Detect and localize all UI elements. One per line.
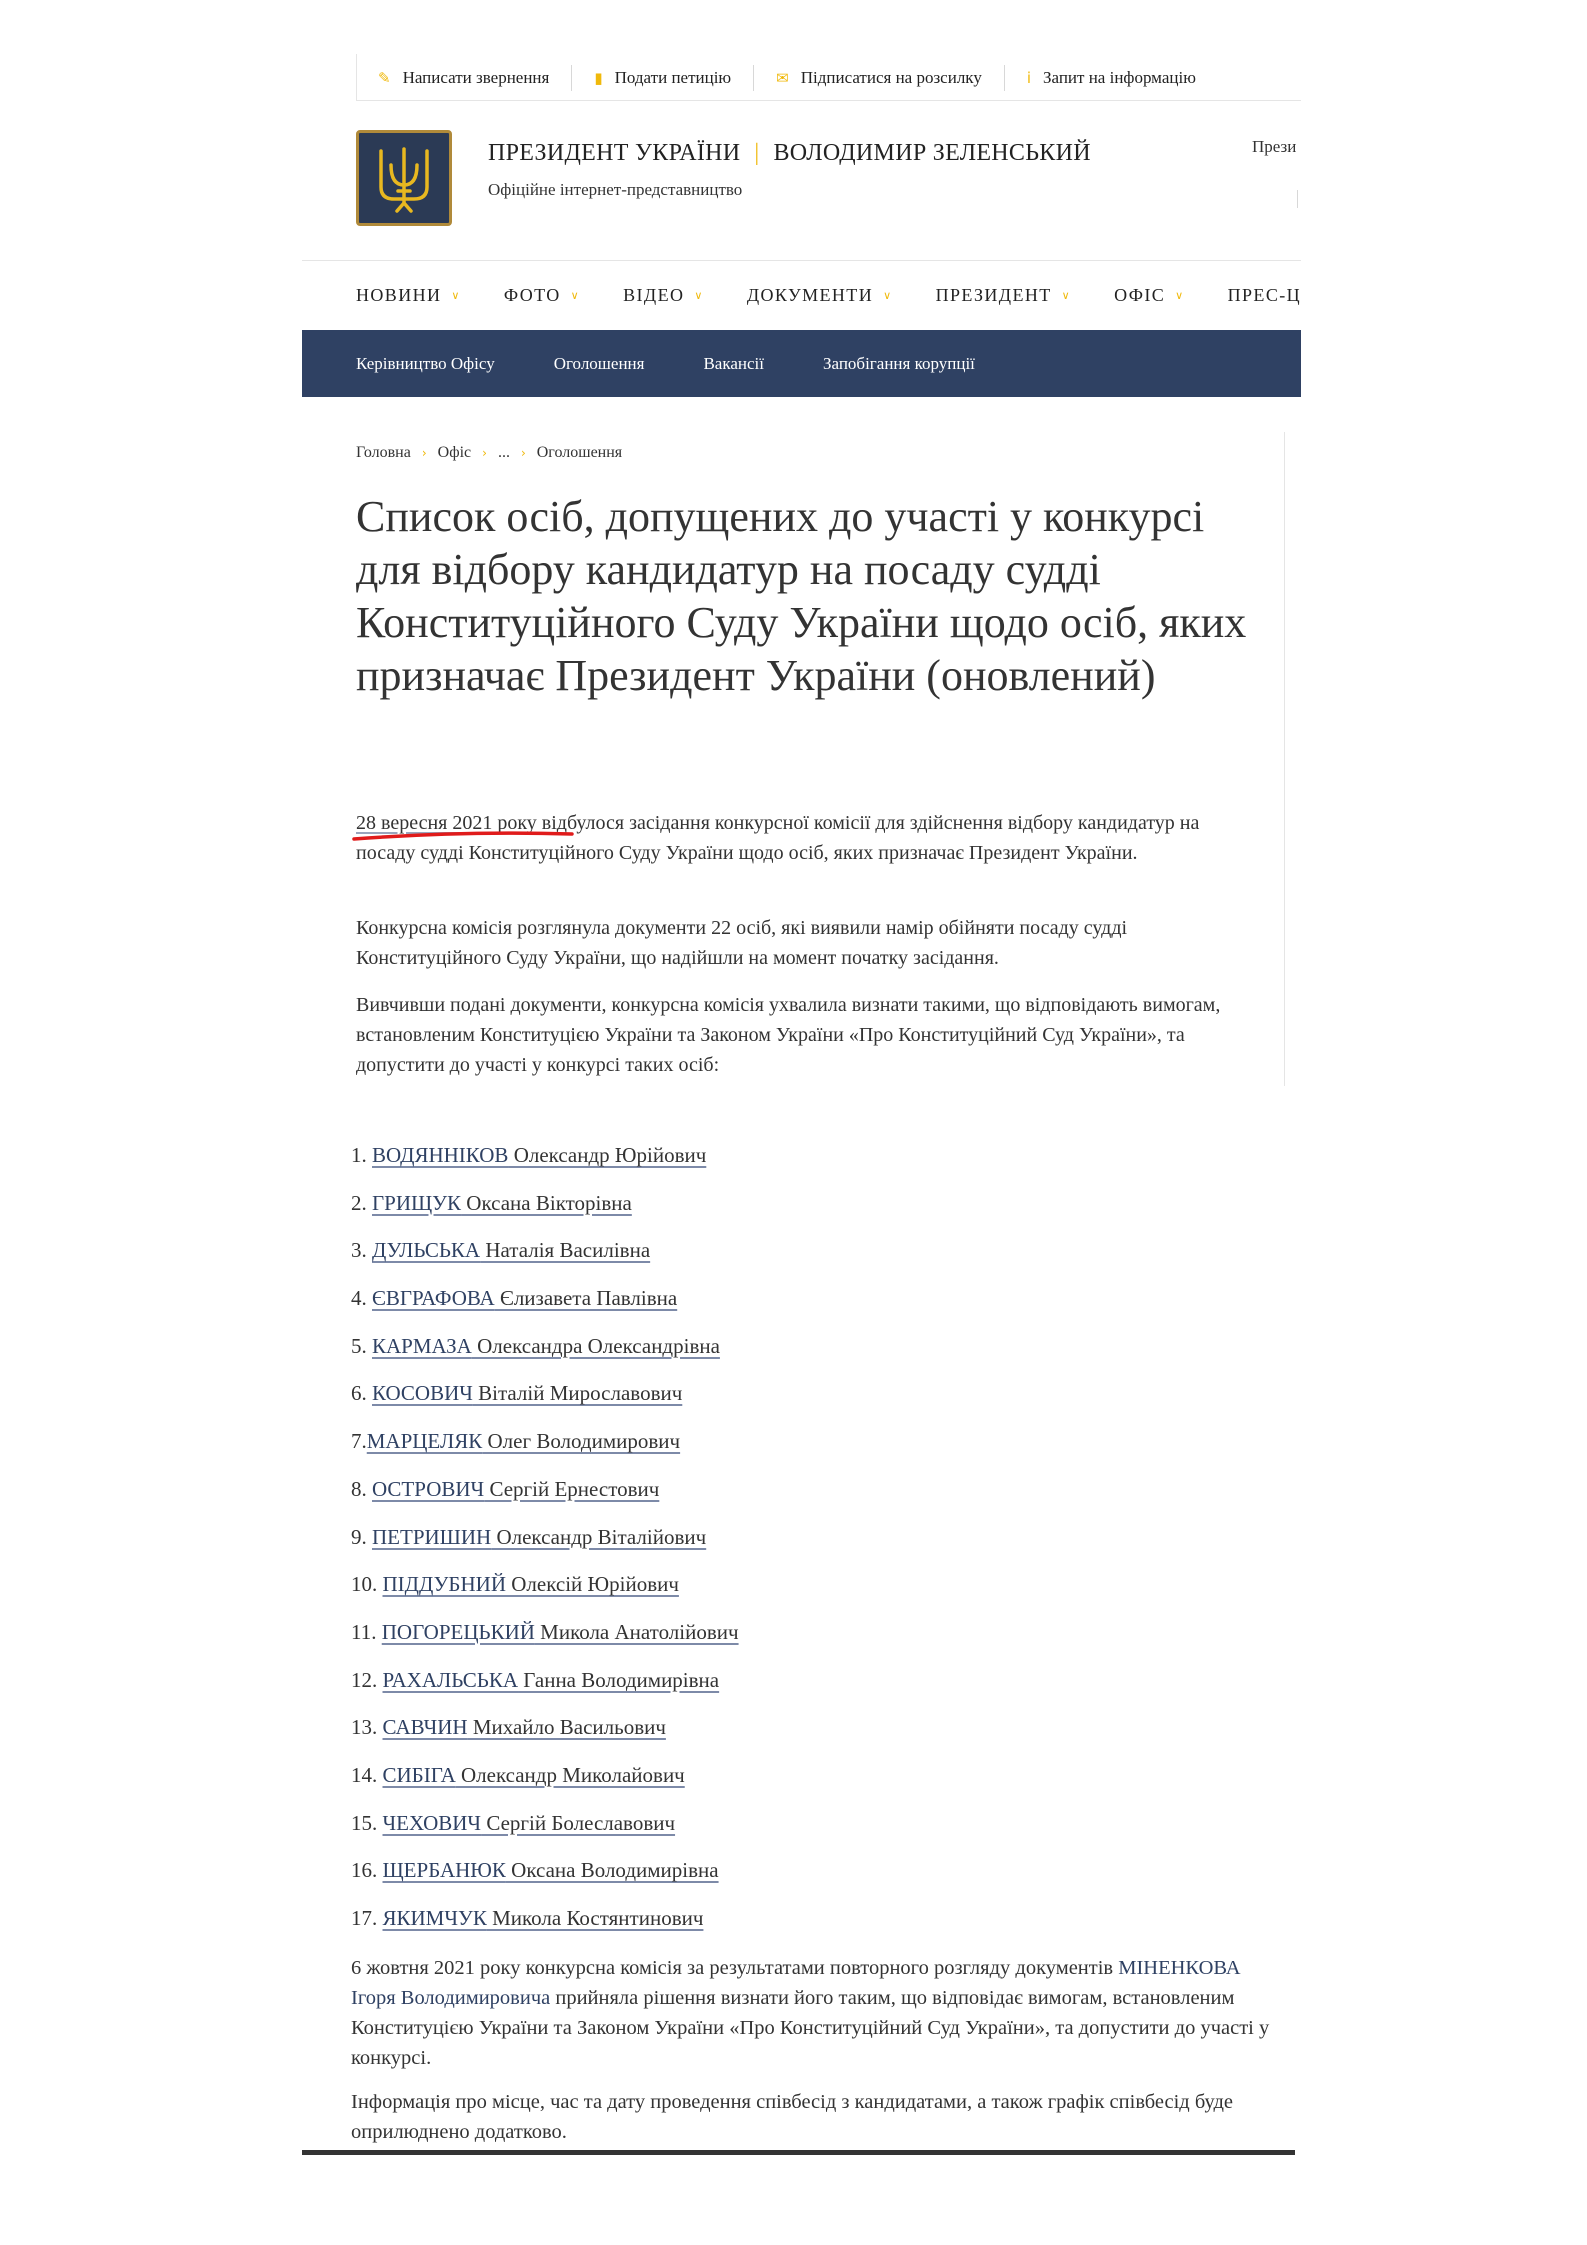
candidate-number: 2. xyxy=(351,1190,372,1215)
candidate-item xyxy=(351,1285,739,1333)
candidate-link[interactable] xyxy=(383,1811,676,1835)
main-nav xyxy=(356,275,1301,315)
nav-item-documents[interactable] xyxy=(747,285,893,306)
office-subnav xyxy=(302,330,1301,397)
candidate-link[interactable] xyxy=(372,1191,632,1215)
candidate-surname: ПОГОРЕЦЬКИЙ xyxy=(381,1619,535,1644)
candidate-surname: РАХАЛЬСЬКА xyxy=(382,1667,519,1692)
header-right-divider xyxy=(1297,190,1298,208)
info-request-link[interactable] xyxy=(1004,65,1218,91)
page-title: Список осіб, допущених до участі у конкурсі для відбору кандидатур на посаду судді Конституційного Суду України щодо осіб, яких призначає Президент України (оновлений) xyxy=(356,492,1247,700)
write-appeal-label: Написати звернення xyxy=(402,68,550,87)
candidate-item xyxy=(351,1857,739,1905)
article-paragraph-3: Вивчивши подані документи, конкурсна комісія ухвалила визнати такими, що відповідають вимогам, встановленим Конституцією України та Законом України «Про Конституційний Суд України», та допустити до участі у конкурсі таких осіб: xyxy=(356,994,1221,1076)
candidate-number: 6. xyxy=(351,1381,372,1406)
nav-item-president[interactable] xyxy=(936,285,1072,306)
candidate-surname: ПІДДУБНИЙ xyxy=(382,1572,506,1597)
candidate-given-names: Єлизавета Павлівна xyxy=(494,1286,678,1311)
candidate-link-minenkov[interactable]: МІНЕНКОВА Ігоря Володимировича xyxy=(351,1957,1241,2009)
candidate-given-names: Сергій Болеславович xyxy=(481,1810,676,1835)
candidate-link[interactable] xyxy=(383,1858,719,1882)
candidate-number: 13. xyxy=(351,1715,383,1740)
candidate-link[interactable] xyxy=(372,1143,706,1167)
utility-bar xyxy=(356,54,1301,102)
candidate-item xyxy=(351,1619,739,1667)
candidate-item xyxy=(351,1524,739,1572)
candidate-link[interactable] xyxy=(372,1238,650,1262)
utility-divider xyxy=(356,100,1301,101)
candidate-list xyxy=(351,1142,739,1953)
subscribe-label: Підписатися на розсилку xyxy=(800,68,982,87)
candidate-given-names: Олександр Юрійович xyxy=(508,1143,707,1167)
candidate-link[interactable] xyxy=(383,1715,666,1739)
header-right-text[interactable]: Прези xyxy=(1252,137,1297,156)
candidate-item xyxy=(351,1333,739,1381)
candidate-surname: МАРЦЕЛЯК xyxy=(366,1429,483,1454)
candidate-number: 10. xyxy=(351,1572,383,1597)
candidate-link[interactable] xyxy=(372,1525,706,1549)
candidate-given-names: Оксана Вікторівна xyxy=(461,1190,632,1215)
candidate-number: 9. xyxy=(351,1524,372,1549)
candidate-number: 16. xyxy=(351,1858,383,1883)
chevron-right-icon: › xyxy=(482,446,487,460)
header-divider xyxy=(302,260,1301,261)
nav-label: ОФІС xyxy=(1114,284,1166,305)
info-request-label: Запит на інформацію xyxy=(1043,68,1196,87)
candidate-given-names: Олександр Віталійович xyxy=(491,1524,707,1549)
nav-item-photo[interactable] xyxy=(504,285,580,306)
candidate-surname: КАРМАЗА xyxy=(372,1333,472,1358)
nav-item-press[interactable] xyxy=(1228,285,1301,306)
content-sidebar-divider xyxy=(1284,432,1285,1086)
petition-label: Подати петицію xyxy=(614,68,732,87)
candidate-number: 12. xyxy=(351,1667,383,1692)
candidate-item xyxy=(351,1571,739,1619)
nav-label: ПРЕС-Ц xyxy=(1227,284,1301,305)
chevron-down-icon: ∨ xyxy=(1061,288,1072,302)
candidate-surname: ЧЕХОВИЧ xyxy=(382,1810,482,1835)
nav-label: ВІДЕО xyxy=(623,284,685,305)
nav-item-news[interactable] xyxy=(356,285,461,306)
candidate-item xyxy=(351,1905,739,1953)
candidate-given-names: Микола Костянтинович xyxy=(486,1906,704,1930)
red-annotation-underline xyxy=(352,831,574,841)
subnav-item-leadership[interactable]: Керівництво Офісу xyxy=(356,353,495,373)
breadcrumb-office[interactable]: Офіс xyxy=(437,444,472,461)
p1-text: відбулося засідання конкурсної комісії для здійснення відбору кандидатур на посаду судді Конституційного Суду України щодо осіб, яких призначає Президент України. xyxy=(356,812,1200,864)
candidate-item xyxy=(351,1428,739,1476)
trident-logo[interactable] xyxy=(356,130,452,226)
candidate-number: 3. xyxy=(351,1238,372,1263)
candidate-given-names: Михайло Васильович xyxy=(467,1715,666,1740)
nav-label: ДОКУМЕНТИ xyxy=(746,284,874,305)
candidate-item xyxy=(351,1190,739,1238)
candidate-link[interactable] xyxy=(367,1429,680,1453)
candidate-surname: ОСТРОВИЧ xyxy=(372,1476,485,1501)
p4-end: прийняла рішення визнати його таким, що відповідає вимогам, встановленим Конституцією України та Законом України «Про Конституційний Суд України», та допустити до участі у конкурсі. xyxy=(351,1987,1270,2069)
candidate-number: 1. xyxy=(351,1143,372,1167)
p4-start: 6 жовтня 2021 року конкурсна комісія за результатами повторного розгляду документів xyxy=(351,1957,1119,1979)
candidate-surname: ЄВГРАФОВА xyxy=(372,1286,495,1311)
candidate-item xyxy=(351,1762,739,1810)
article-paragraph-2: Конкурсна комісія розглянула документи 22 осіб, які виявили намір обійняти посаду судді Конституційного Суду України, що надійшли на момент початку засідання. xyxy=(356,917,1128,969)
candidate-given-names: Сергій Ернестович xyxy=(484,1476,660,1501)
site-subtitle: Офіційне інтернет-представництво xyxy=(488,180,743,199)
candidate-item xyxy=(351,1237,739,1285)
nav-item-video[interactable] xyxy=(623,285,704,306)
article-paragraph-4 xyxy=(351,1953,1271,2073)
petition-link[interactable] xyxy=(571,65,753,91)
info-icon: i xyxy=(1026,69,1031,87)
subnav-item-anticorruption[interactable]: Запобігання корупції xyxy=(823,353,975,373)
subnav-item-announcements[interactable]: Оголошення xyxy=(553,353,645,373)
pencil-icon: ✎ xyxy=(378,69,391,87)
chevron-down-icon: ∨ xyxy=(694,288,704,302)
candidate-number: 7. xyxy=(351,1429,367,1454)
candidate-item xyxy=(351,1380,739,1428)
chevron-right-icon: › xyxy=(421,446,427,460)
breadcrumb-ellipsis[interactable]: ... xyxy=(497,444,510,461)
nav-label: НОВИНИ xyxy=(356,284,442,305)
candidate-link[interactable] xyxy=(372,1477,659,1501)
candidate-given-names: Микола Анатолійович xyxy=(534,1619,739,1644)
envelope-icon: ✉ xyxy=(776,69,789,87)
candidate-number: 15. xyxy=(351,1810,383,1835)
candidate-surname: ГРИЩУК xyxy=(372,1190,462,1215)
nav-item-office[interactable] xyxy=(1114,285,1185,306)
trident-emblem-icon xyxy=(369,141,439,215)
candidate-number: 5. xyxy=(351,1333,372,1358)
candidate-surname: КОСОВИЧ xyxy=(372,1381,473,1406)
candidate-surname: ПЕТРИШИН xyxy=(372,1524,492,1549)
candidate-link[interactable] xyxy=(383,1572,679,1596)
candidate-item xyxy=(351,1142,739,1190)
write-appeal-link[interactable] xyxy=(356,65,571,91)
site-title-left: ПРЕЗИДЕНТ УКРАЇНИ xyxy=(488,140,741,166)
candidate-given-names: Віталій Мирославович xyxy=(472,1381,683,1406)
candidate-link[interactable] xyxy=(382,1620,739,1644)
candidate-surname: ЩЕРБАНЮК xyxy=(382,1858,506,1883)
candidate-surname: СИБІГА xyxy=(382,1762,456,1787)
candidate-given-names: Оксана Володимирівна xyxy=(505,1858,719,1883)
candidate-number: 8. xyxy=(351,1476,372,1501)
candidate-item xyxy=(351,1714,739,1762)
breadcrumb-current: Оголошення xyxy=(536,444,623,461)
candidate-given-names: Олександр Миколайович xyxy=(455,1762,685,1787)
candidate-given-names: Наталія Василівна xyxy=(480,1238,651,1263)
candidate-given-names: Олександра Олександрівна xyxy=(471,1333,720,1358)
candidate-item xyxy=(351,1810,739,1858)
chevron-down-icon: ∨ xyxy=(451,288,461,302)
candidate-link[interactable] xyxy=(383,1668,720,1692)
candidate-surname: САВЧИН xyxy=(382,1715,468,1740)
site-title[interactable] xyxy=(488,140,1091,167)
candidate-number: 17. xyxy=(351,1906,383,1930)
nav-label: ФОТО xyxy=(503,284,561,305)
breadcrumb xyxy=(356,444,622,462)
bottom-bar xyxy=(302,2150,1295,2155)
candidate-link[interactable] xyxy=(383,1906,704,1930)
chevron-right-icon: › xyxy=(520,446,526,460)
candidate-surname: ВОДЯННІКОВ xyxy=(372,1143,509,1167)
candidate-item xyxy=(351,1667,739,1715)
title-separator: | xyxy=(754,140,760,166)
subnav-item-vacancies[interactable]: Вакансії xyxy=(703,353,764,373)
chevron-down-icon: ∨ xyxy=(1175,288,1185,302)
candidate-surname: ЯКИМЧУК xyxy=(382,1906,487,1930)
meeting-date: 28 вересня 2021 року xyxy=(356,812,537,834)
candidate-surname: ДУЛЬСЬКА xyxy=(372,1238,481,1263)
candidate-given-names: Олексій Юрійович xyxy=(506,1572,679,1597)
candidate-given-names: Ганна Володимирівна xyxy=(518,1667,720,1692)
chevron-down-icon: ∨ xyxy=(570,288,581,302)
candidate-given-names: Олег Володимирович xyxy=(482,1429,681,1454)
candidate-number: 14. xyxy=(351,1762,383,1787)
breadcrumb-home[interactable]: Головна xyxy=(356,444,411,461)
candidate-item xyxy=(351,1476,739,1524)
chevron-down-icon: ∨ xyxy=(883,288,893,302)
candidate-link[interactable] xyxy=(383,1763,685,1787)
candidate-number: 4. xyxy=(351,1286,372,1311)
nav-label: ПРЕЗИДЕНТ xyxy=(935,284,1052,305)
article-paragraph-5: Інформація про місце, час та дату проведення співбесід з кандидатами, а також графік співбесід буде оприлюднено додатково. xyxy=(351,2091,1233,2143)
candidate-link[interactable] xyxy=(372,1381,682,1405)
document-icon: ▮ xyxy=(594,69,603,87)
candidate-link[interactable] xyxy=(372,1334,720,1358)
candidate-number: 11. xyxy=(351,1619,382,1644)
subscribe-link[interactable] xyxy=(753,65,1004,91)
site-title-right: ВОЛОДИМИР ЗЕЛЕНСЬКИЙ xyxy=(773,140,1091,166)
candidate-link[interactable] xyxy=(372,1286,677,1310)
